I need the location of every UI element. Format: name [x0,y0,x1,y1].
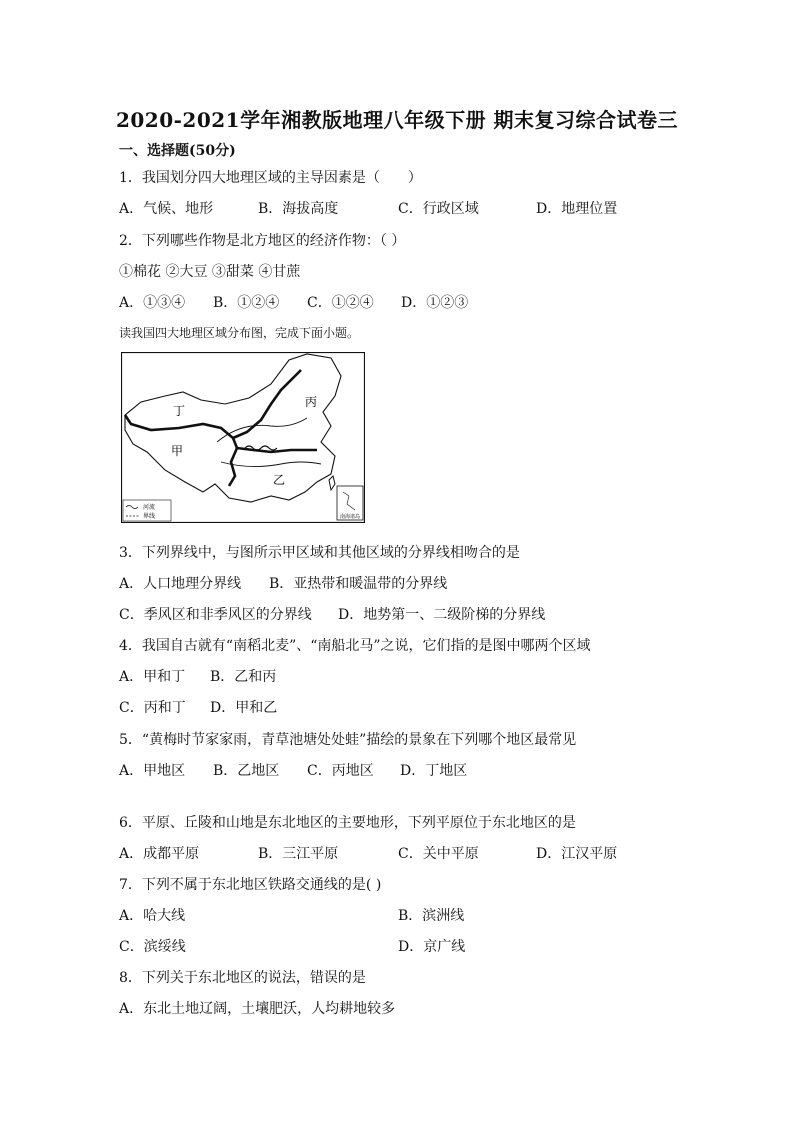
legend-river-label: 河流 [143,504,156,511]
question-1-stem: 1．我国划分四大地理区域的主导因素是（ ） [119,170,422,186]
region-ding: 丁 [172,404,186,418]
region-yi: 乙 [272,473,286,487]
question-4-stem: 4．我国自古就有“南稻北麦”、“南船北马”之说，它们指的是图中哪两个区域 [119,638,591,654]
region-bing: 丙 [304,395,318,409]
map-instruction: 读我国四大地理区域分布图，完成下面小题。 [119,326,360,340]
q1-option-a: A．气候、地形 [119,201,214,217]
q4-option-a: A．甲和丁 [119,669,186,685]
page-title: 2020-2021学年湘教版地理八年级下册 期末复习综合试卷三 [115,108,679,132]
q5-option-d: D．丁地区 [400,763,468,779]
q7-option-d: D．京广线 [398,939,466,955]
q2-option-b: B．①②④ [213,295,280,311]
question-2-items: ①棉花 ②大豆 ③甜菜 ④甘蔗 [119,264,301,280]
q5-option-c: C．丙地区 [307,763,374,779]
map-frame [122,353,365,523]
legend-boundary-label: 界线 [143,513,156,520]
q8-option-a: A．东北土地辽阔，土壤肥沃，人均耕地较多 [119,1001,396,1017]
q4-option-d: D．甲和乙 [210,700,278,716]
q2-option-c: C．①②④ [307,295,374,311]
q5-option-b: B．乙地区 [213,763,280,779]
question-3-stem: 3．下列界线中，与图所示甲区域和其他区域的分界线相吻合的是 [119,545,520,561]
region-jia: 甲 [170,444,184,458]
q4-option-c: C．丙和丁 [119,700,186,716]
q7-option-c: C．滨绥线 [119,939,186,955]
q2-option-d: D．①②③ [401,295,469,311]
q6-option-a: A．成都平原 [119,846,200,862]
q7-option-b: B．滨洲线 [398,908,465,924]
four-regions-map [121,352,365,523]
q6-option-d: D．江汉平原 [536,846,618,862]
q3-option-c: C．季风区和非季风区的分界线 [119,607,312,623]
q1-option-d: D．地理位置 [536,201,618,217]
section-heading: 一、选择题(50分) [119,143,236,159]
q1-option-b: B．海拔高度 [258,201,339,217]
question-7-stem: 7．下列不属于东北地区铁路交通线的是( ) [119,877,382,893]
q3-option-b: B．亚热带和暖温带的分界线 [269,576,448,592]
question-8-stem: 8．下列关于东北地区的说法，错误的是 [119,970,366,986]
q4-option-b: B．乙和丙 [210,669,277,685]
question-2-stem: 2．下列哪些作物是北方地区的经济作物：（ ） [119,233,406,249]
q3-option-d: D．地势第一、二级阶梯的分界线 [338,607,546,623]
q7-option-a: A．哈大线 [119,908,186,924]
q6-option-c: C．关中平原 [398,846,479,862]
question-6-stem: 6．平原、丘陵和山地是东北地区的主要地形，下列平原位于东北地区的是 [119,815,576,831]
q5-option-a: A．甲地区 [119,763,186,779]
question-5-stem: 5．“黄梅时节家家雨，青草池塘处处蛙”描绘的景象在下列哪个地区最常见 [119,732,577,748]
q1-option-c: C．行政区域 [398,201,479,217]
inset-label: 南海诸岛 [339,514,361,520]
q3-option-a: A．人口地理分界线 [119,576,242,592]
q6-option-b: B．三江平原 [258,846,339,862]
q2-option-a: A．①③④ [119,295,186,311]
